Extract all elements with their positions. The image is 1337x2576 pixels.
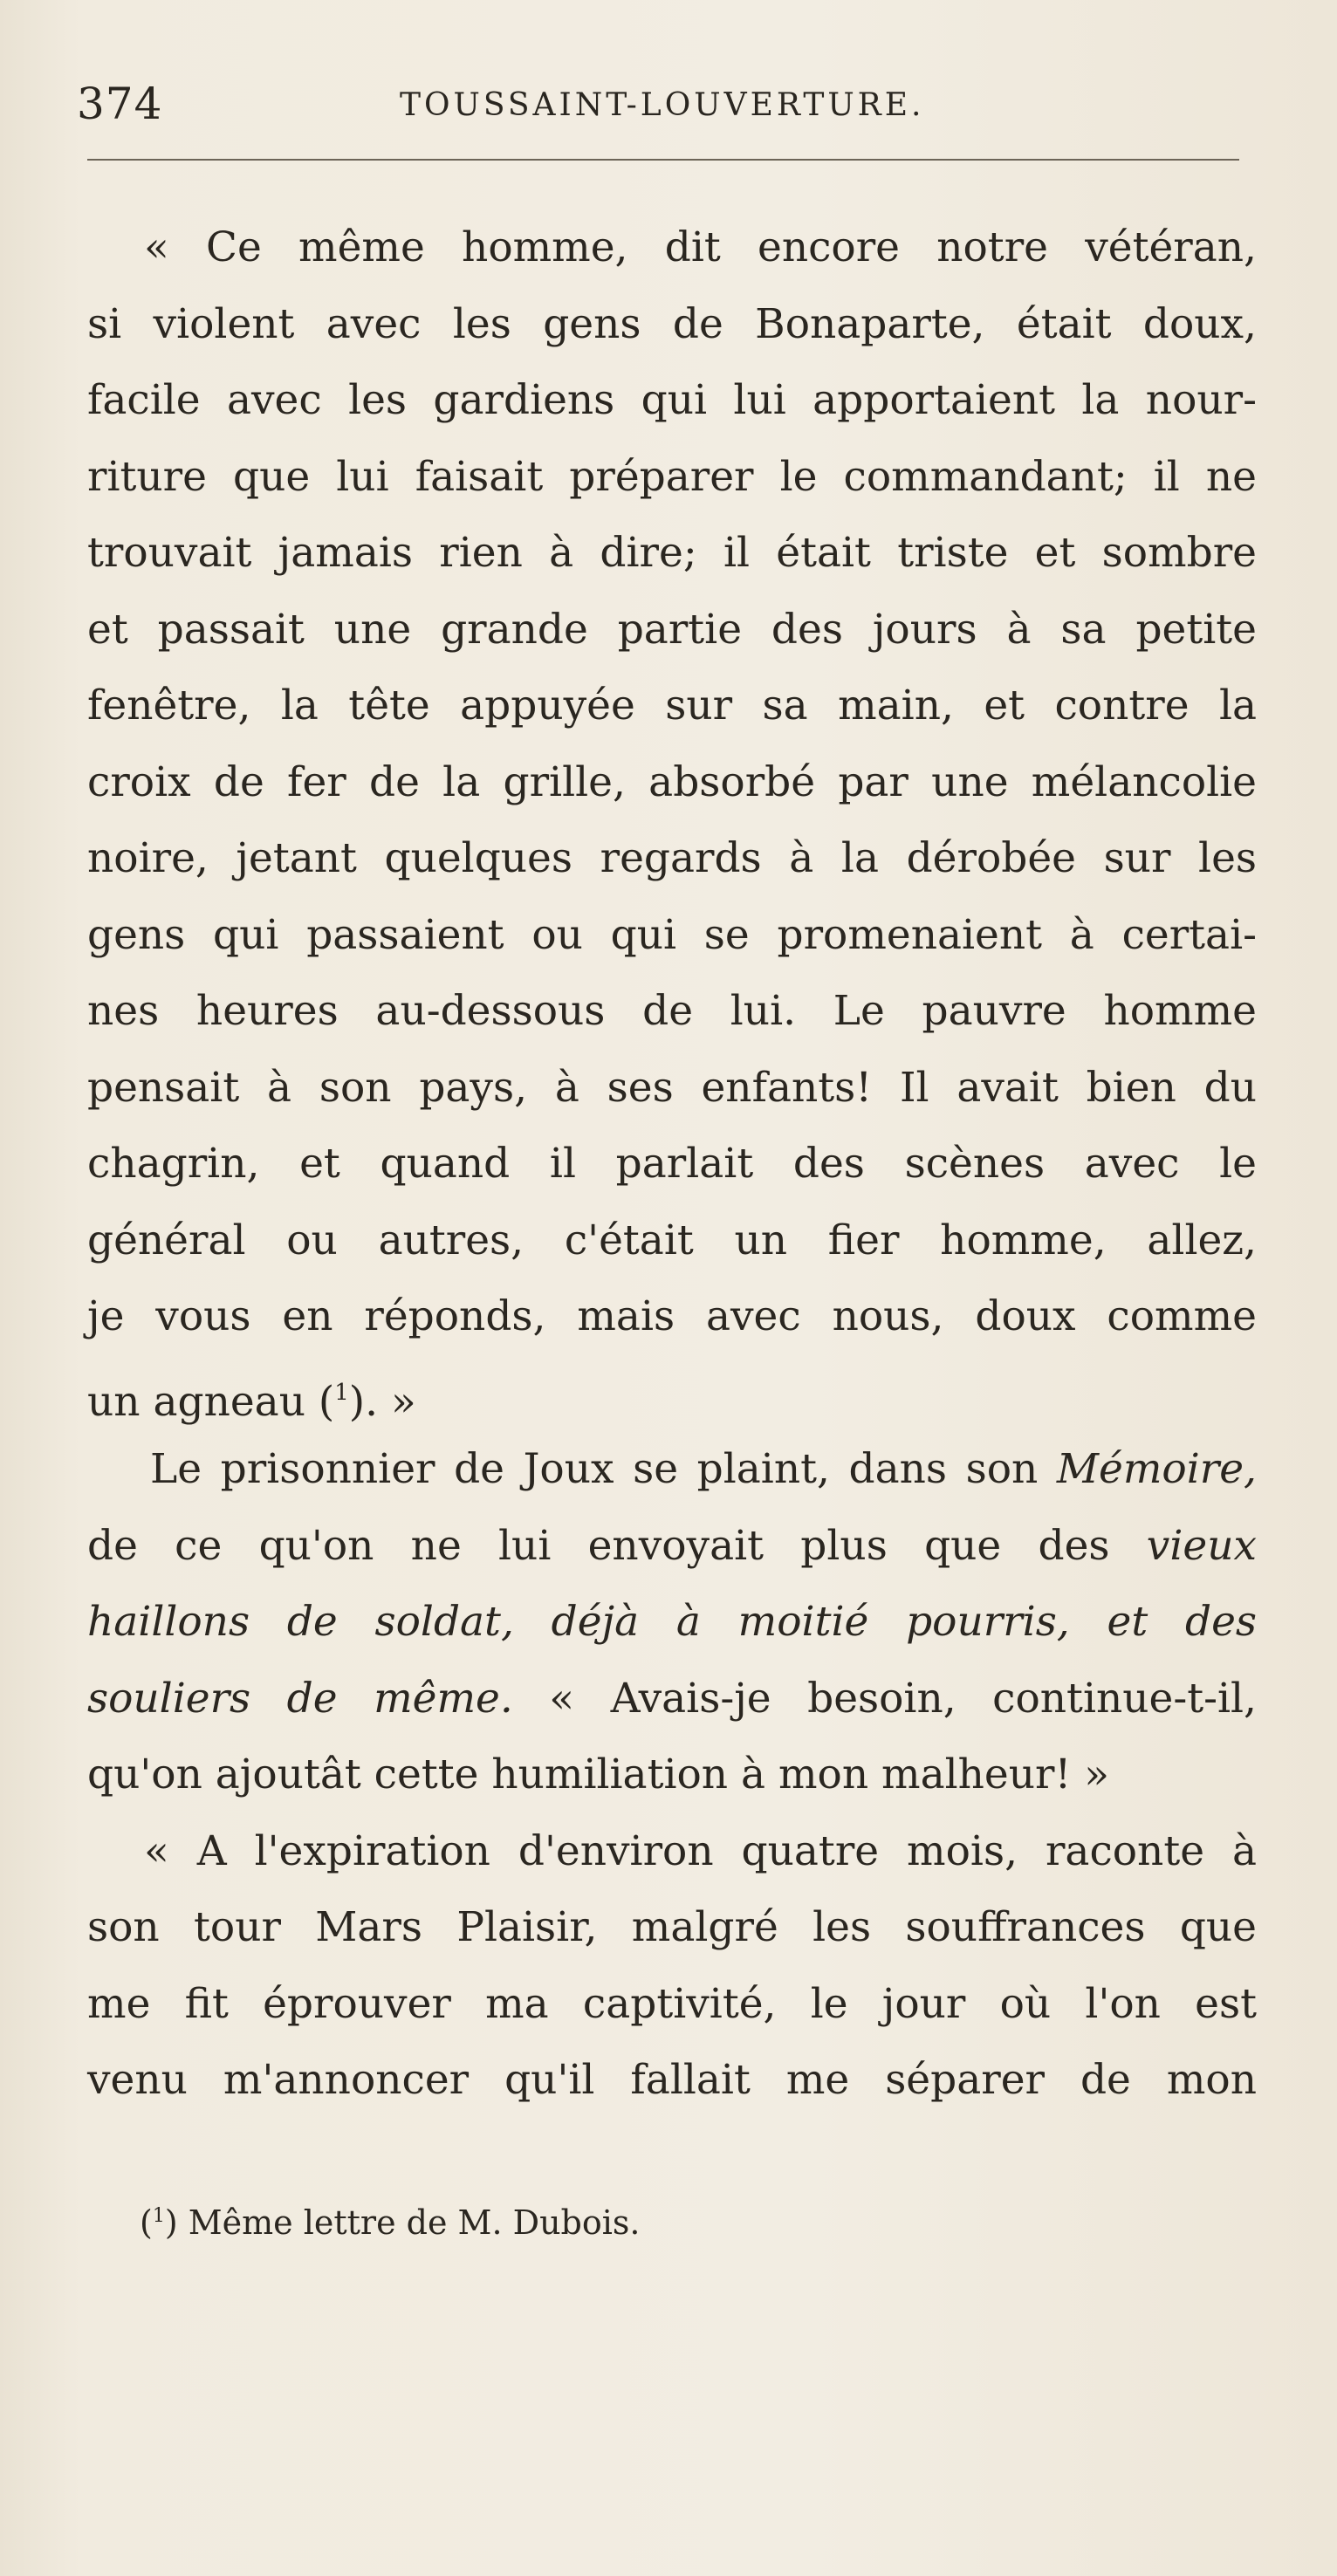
text-fragment: Le prisonnier de Joux se plaint, dans son (150, 1445, 1039, 1493)
text-fragment: un agneau (87, 1377, 305, 1426)
footnote-text: Même lettre de M. Dubois. (188, 2203, 641, 2242)
italic-title: Mémoire, (1056, 1445, 1257, 1493)
text-line: pensait à son pays, à ses enfants! Il avait bien du (87, 1063, 1257, 1112)
running-head: TOUSSAINT-LOUVERTURE. (400, 87, 925, 123)
text-line (87, 1508, 1257, 1585)
text-line: chagrin, et quand il parlait des scènes avec le (87, 1140, 1257, 1188)
text-line: trouvait jamais rien à dire; il était triste et sombre (87, 529, 1257, 577)
text-line (87, 1661, 1257, 1737)
text-line: qu'on ajoutât cette humiliation à mon malheur! » (87, 1750, 1110, 1798)
italic-text: souliers de même. (87, 1674, 513, 1723)
text-line: croix de fer de la grille, absorbé par une mélancolie (87, 757, 1257, 806)
footnote-reference: 1 (334, 1379, 349, 1406)
footnote: ($^1$) Même lettre de M. Dubois. (140, 2203, 641, 2242)
text-line: gens qui passaient ou qui se promenaient à certai- (87, 910, 1257, 959)
page-number: 374 (77, 79, 163, 129)
text-fragment: de ce qu'on ne lui envoyait plus que des (87, 1521, 1110, 1570)
text-line: et passait une grande partie des jours à sa petite (87, 605, 1257, 654)
text-line: fenêtre, la tête appuyée sur sa main, et contre la (87, 682, 1257, 730)
text-line: un agneau ($^1$). » (87, 1377, 416, 1426)
italic-text: vieux (1146, 1521, 1257, 1570)
text-line: noire, jetant quelques regards à la dérobée sur les (87, 834, 1257, 882)
text-line: haillons de soldat, déjà à moitié pourris, et des (87, 1598, 1257, 1646)
text-line: me fit éprouver ma captivité, le jour où l'on est (87, 1979, 1257, 2028)
text-line: « Ce même homme, dit encore notre vétéran, (144, 223, 1257, 271)
text-line (87, 1431, 1257, 1508)
text-line: « A l'expiration d'environ quatre mois, raconte à (144, 1826, 1257, 1875)
page-header (77, 79, 1238, 131)
header-rule (87, 159, 1239, 161)
text-line: venu m'annoncer qu'il fallait me séparer de mon (87, 2056, 1257, 2104)
footnote-mark: 1 (152, 2205, 165, 2227)
body-text (87, 209, 1257, 2119)
text-line: si violent avec les gens de Bonaparte, était doux, (87, 299, 1257, 348)
text-line: facile avec les gardiens qui lui apportaient la nour- (87, 376, 1257, 424)
quote-close: . » (365, 1377, 416, 1426)
text-line: je vous en réponds, mais avec nous, doux comme (87, 1292, 1257, 1340)
text-line: riture que lui faisait préparer le commandant; il ne (87, 452, 1257, 501)
text-fragment: « Avais-je besoin, continue-t-il, (549, 1674, 1257, 1723)
text-line: général ou autres, c'était un fier homme, allez, (87, 1216, 1257, 1264)
text-line: nes heures au-dessous de lui. Le pauvre homme (87, 987, 1257, 1035)
text-line: son tour Mars Plaisir, malgré les souffrances que (87, 1903, 1257, 1951)
